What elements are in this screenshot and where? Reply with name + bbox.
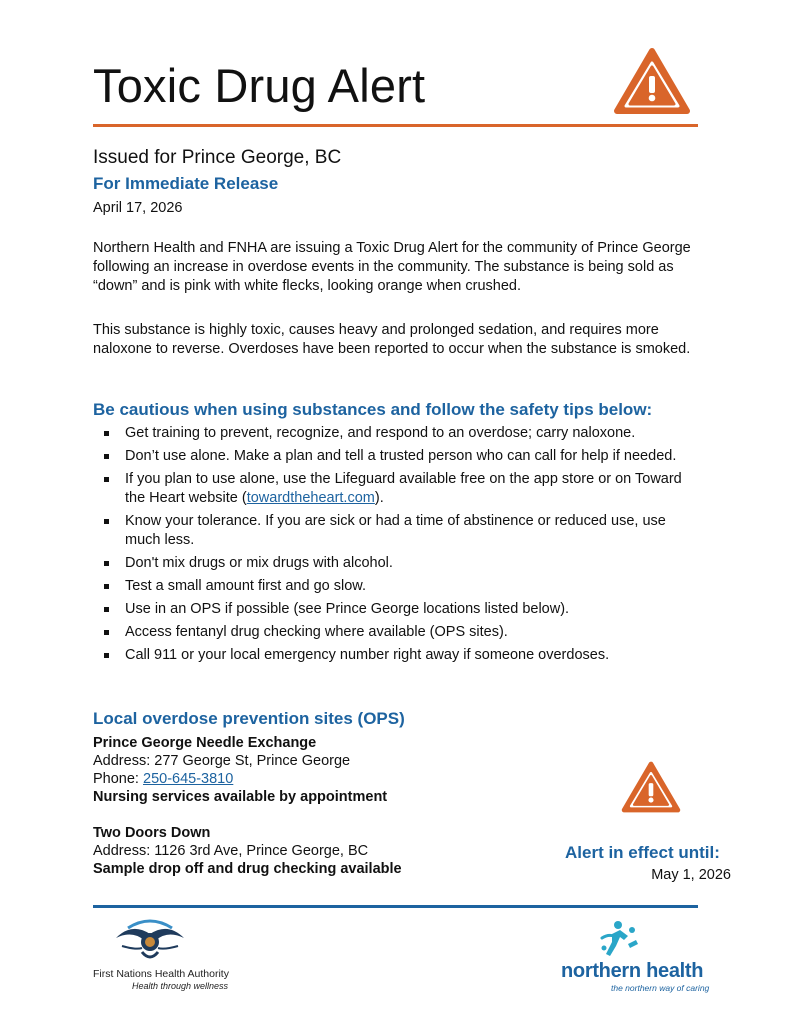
tip-text: Don’t use alone. Make a plan and tell a trusted person who can call for help if needed. [125,448,677,464]
bullet-icon [104,431,109,436]
effect-date: May 1, 2026 [651,867,731,883]
site-address: Address: 277 George St, Prince George [93,753,351,769]
phone-label: Phone: [93,771,143,787]
tip-text: If you plan to use alone, use the Lifeguard available free on the app store or on Toward the Heart website ( [125,471,682,506]
tip-text: Know your tolerance. If you are sick or had a time of abstinence or reduced use, use much less. [125,513,666,548]
fnha-logo-icon [112,916,188,966]
issue-date: April 17, 2026 [93,200,183,216]
tip-text: Call 911 or your local emergency number right away if someone overdoses. [125,647,610,663]
bullet-icon [104,561,109,566]
phone-link[interactable]: 250-645-3810 [143,771,234,787]
site-note: Nursing services available by appointment [93,789,388,805]
site-phone-row [93,770,533,788]
safety-tips-heading: Be cautious when using substances and follow the safety tips below: [93,400,653,419]
northern-health-tagline: the northern way of caring [611,983,710,993]
ops-heading: Local overdose prevention sites (OPS) [93,709,405,728]
list-item [93,646,703,665]
tip-text-suffix: ). [374,490,384,506]
site-address: Address: 1126 3rd Ave, Prince George, BC [93,843,369,859]
tip-text: Access fentanyl drug checking where available (OPS sites). [125,624,508,640]
warning-triangle-icon [613,46,691,116]
tip-text: Use in an OPS if possible (see Prince George locations listed below). [125,601,570,617]
alert-paragraph: Northern Health and FNHA are issuing a Toxic Drug Alert for the community of Prince George following an increase in overdose events in the community. The substance is being sold as “down” and is pink with white flecks, looking orange when crushed. [93,240,691,294]
fnha-name: First Nations Health Authority [93,968,229,980]
bullet-icon [104,607,109,612]
list-item [93,470,703,508]
ops-site [93,824,533,878]
toxicity-paragraph: This substance is highly toxic, causes heavy and prolonged sedation, and requires more naloxone to reverse. Overdoses have been reported to occur when the substance is smoked. [93,322,691,357]
tip-text: Test a small amount first and go slow. [125,578,366,594]
site-name: Two Doors Down [93,825,211,841]
bullet-icon [104,584,109,589]
list-item [93,600,703,619]
list-item [93,512,703,550]
northern-health-name: northern health [561,960,704,982]
fnha-tagline: Health through wellness [132,981,229,991]
header-divider [93,124,698,127]
northern-health-logo-icon [598,920,642,960]
site-name: Prince George Needle Exchange [93,735,317,751]
tip-text: Get training to prevent, recognize, and respond to an overdose; carry naloxone. [125,425,636,441]
issued-for: Issued for Prince George, BC [93,147,342,168]
bullet-icon [104,477,109,482]
list-item [93,623,703,642]
list-item [93,424,703,443]
list-item [93,447,703,466]
ops-site [93,734,533,806]
safety-tips-list [93,424,703,669]
toward-the-heart-link[interactable]: towardtheheart.com [246,490,375,506]
effect-label: Alert in effect until: [565,843,720,862]
tip-text: Don't mix drugs or mix drugs with alcohol. [125,555,393,571]
list-item [93,577,703,596]
bullet-icon [104,519,109,524]
release-heading: For Immediate Release [93,174,279,193]
site-note: Sample drop off and drug checking available [93,861,402,877]
list-item [93,554,703,573]
footer-divider [93,905,698,908]
warning-triangle-icon [621,760,681,814]
bullet-icon [104,454,109,459]
bullet-icon [104,653,109,658]
page-title: Toxic Drug Alert [93,59,426,112]
bullet-icon [104,630,109,635]
